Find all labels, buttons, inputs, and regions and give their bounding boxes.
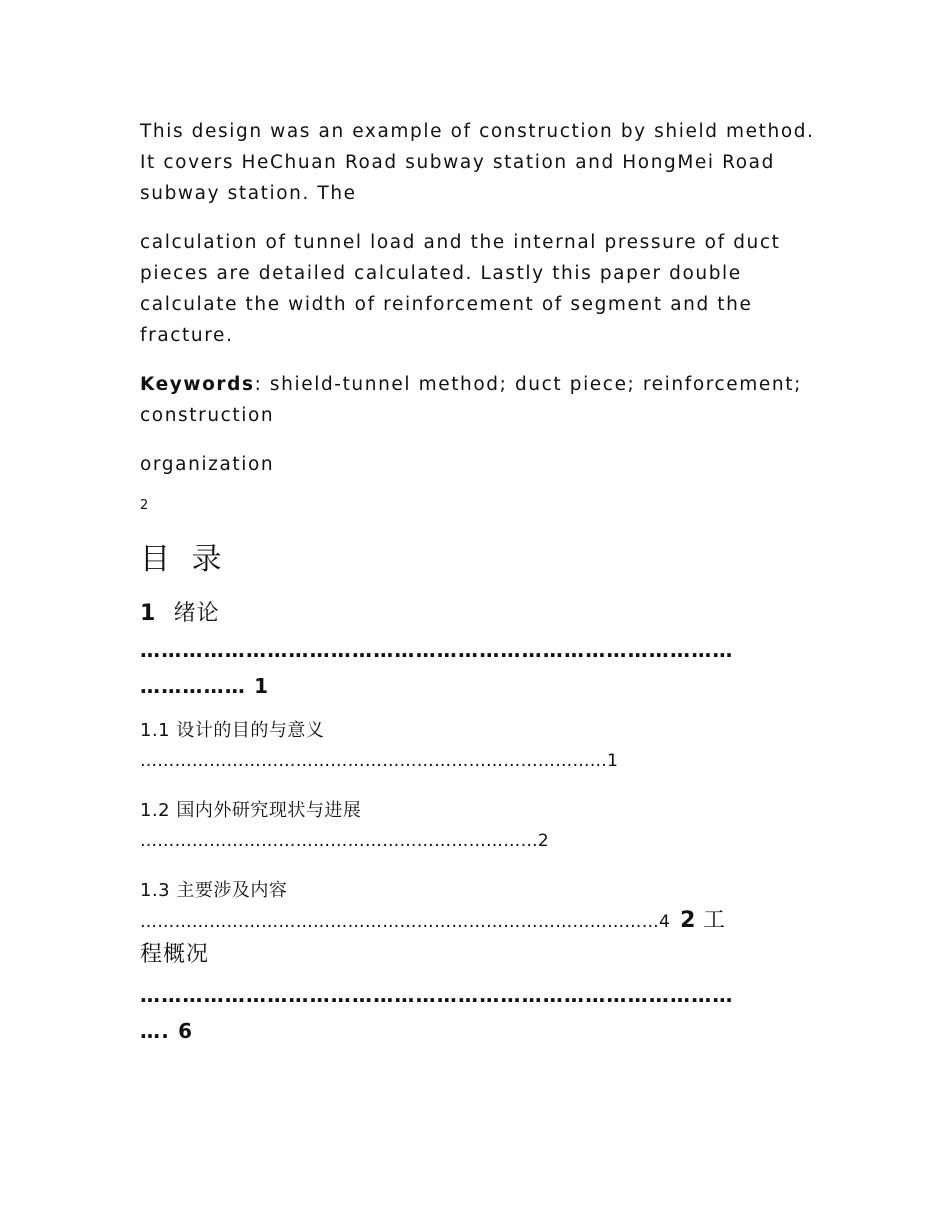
keywords-label: Keywords (140, 374, 255, 395)
toc-entry-1-3-page: 4 (659, 912, 671, 932)
toc-entry-1-1-leader (140, 746, 820, 776)
toc-entry-1-2-leader (140, 826, 820, 856)
abstract-paragraph-2: calculation of tunnel load and the internal pressure of duct pieces are detailed calculated. Lastly this paper double calculate the width of reinforcement of segment and the fracture. (140, 232, 781, 346)
toc-entry-1-leader-tail: …………… (140, 674, 255, 698)
abstract-paragraph-1: This design was an example of construction by shield method. It covers HeChuan Road subway station and HongMei Road subway station. The (140, 121, 815, 204)
document-page (140, 116, 820, 1049)
toc-entry-1-heading (140, 596, 820, 632)
toc-entry-2-leader-end (140, 1013, 820, 1049)
toc-entry-1[interactable] (140, 596, 820, 704)
toc-entry-1-2[interactable] (140, 796, 820, 856)
toc-entry-2-number: 2 (680, 908, 696, 933)
toc-entry-1-1[interactable] (140, 716, 820, 776)
toc-entry-1-3-leader (140, 906, 820, 937)
toc-entry-1-leader: ………………………………………………………………………… (140, 638, 734, 662)
toc-entry-1-number: 1 (140, 601, 157, 626)
toc-entry-1-leader-end (140, 668, 820, 704)
toc-entry-2-page: 6 (178, 1019, 194, 1043)
toc-entry-1-1-page: 1 (607, 751, 619, 771)
toc-entry-1-page: 1 (254, 674, 270, 698)
toc-entry-1-1-title: 1.1 设计的目的与意义 (140, 720, 325, 741)
toc-entry-1-1-dots: ……………………………………………………………………… (140, 751, 608, 771)
toc-entry-2-title-part1: 工 (703, 908, 726, 933)
page-number: 2 (140, 498, 149, 513)
keywords-continuation: organization (140, 454, 275, 475)
toc-entry-1-3-dots: ……………………………………………………………………………… (140, 912, 659, 932)
toc-entry-2-heading-start (670, 908, 725, 933)
toc-entry-2-leader-tail: …. (140, 1019, 179, 1043)
toc-title: 目 录 (140, 542, 228, 577)
keywords-text: : shield-tunnel method; duct piece; reinforcement; construction (140, 374, 802, 426)
toc-entry-2-leader: ………………………………………………………………………… (140, 983, 734, 1007)
toc-entry-1-title: 绪论 (173, 601, 220, 626)
toc-entry-1-2-page: 2 (537, 831, 550, 851)
toc-entry-1-3[interactable] (140, 876, 820, 937)
keywords-line (140, 369, 820, 431)
toc-entry-2-title-part2: 程概况 (140, 942, 210, 967)
toc-entry-2[interactable] (140, 937, 820, 1049)
toc-entry-1-2-title: 1.2 国内外研究现状与进展 (140, 800, 362, 821)
toc-entry-1-2-dots: …………………………………………………………… (140, 831, 538, 851)
toc-entry-1-3-title: 1.3 主要涉及内容 (140, 880, 288, 901)
